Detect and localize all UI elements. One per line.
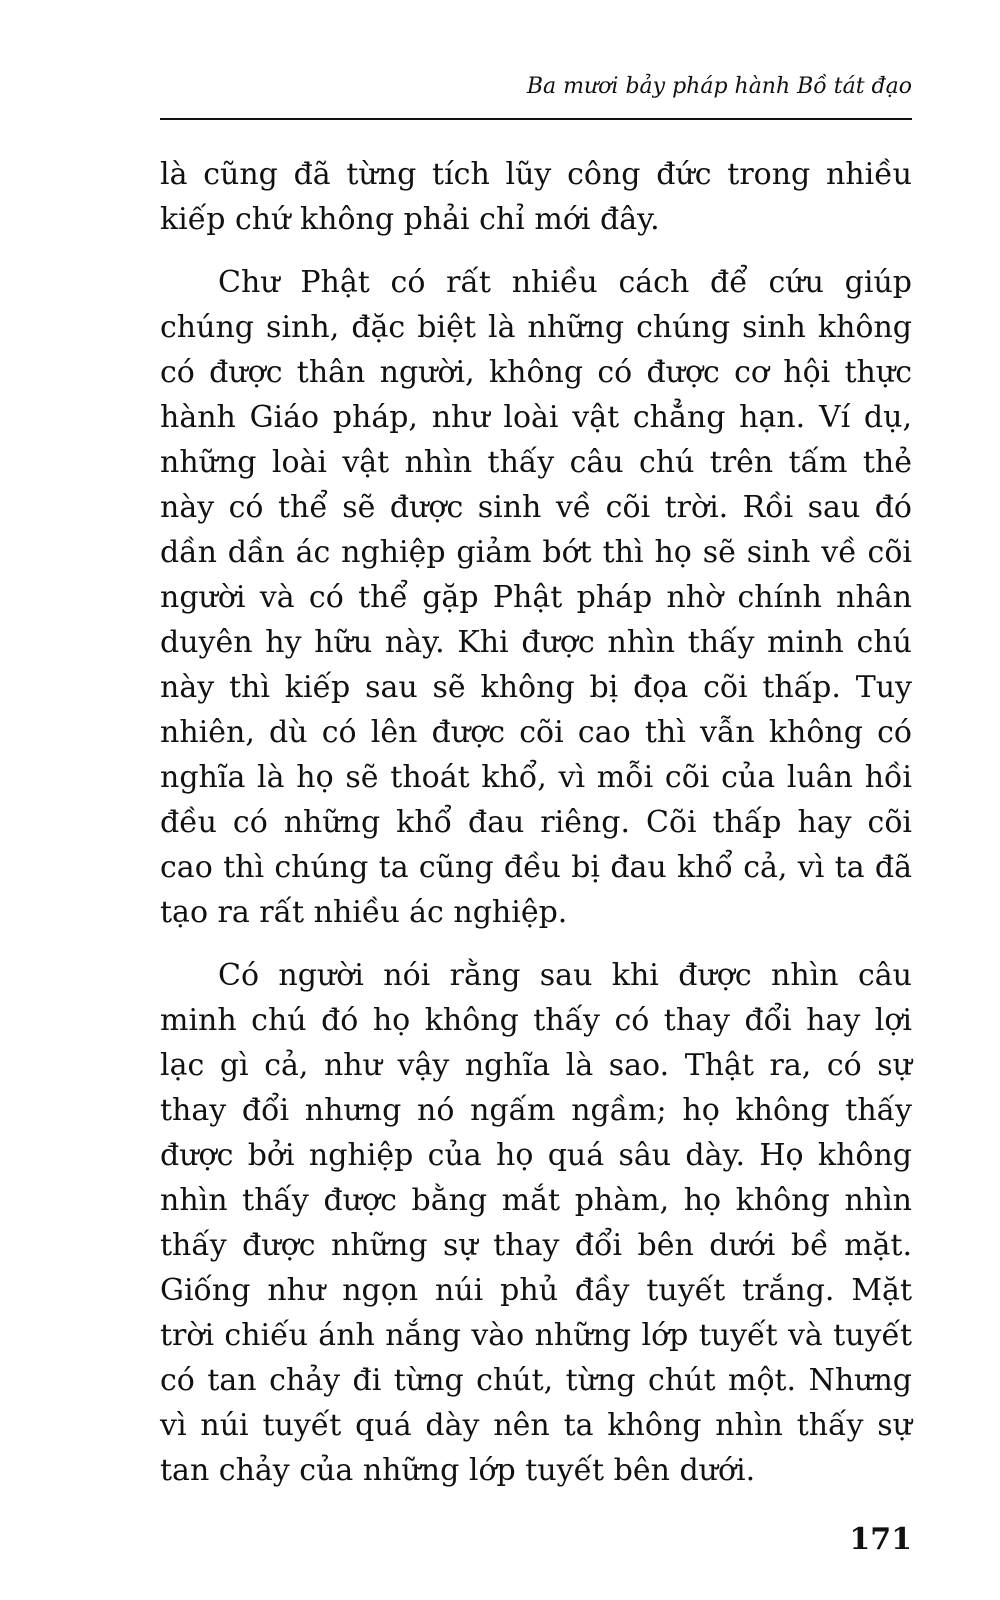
running-header-title: Ba mươi bảy pháp hành Bồ tát đạo [526,74,912,99]
page-number: 171 [849,1522,912,1557]
paragraph-hidden-change: Có người nói rằng sau khi được nhìn câu minh chú đó họ không thấy có thay đổi hay lợi lạc gì cả, như vậy nghĩa là sao. Thật ra, có sự thay đổi nhưng nó ngấm ngầm; họ không thấy được bởi nghiệp của họ quá sâu dày. Họ không nhìn thấy được bằng mắt phàm, họ không nhìn thấy được những sự thay đổi bên dưới bề mặt. Giống như ngọn núi phủ đầy tuyết trắng. Mặt trời chiếu ánh nắng vào những lớp tuyết và tuyết có tan chảy đi từng chút, từng chút một. Nhưng vì núi tuyết quá dày nên ta không nhìn thấy sự tan chảy của những lớp tuyết bên dưới. [160,958,912,1488]
header-divider [160,118,912,120]
paragraph-buddhas-methods: Chư Phật có rất nhiều cách để cứu giúp chúng sinh, đặc biệt là những chúng sinh không có được thân người, không có được cơ hội thực hành Giáo pháp, như loài vật chẳng hạn. Ví dụ, những loài vật nhìn thấy câu chú trên tấm thẻ này có thể sẽ được sinh về cõi trời. Rồi sau đó dần dần ác nghiệp giảm bớt thì họ sẽ sinh về cõi người và có thể gặp Phật pháp nhờ chính nhân duyên hy hữu này. Khi được nhìn thấy minh chú này thì kiếp sau sẽ không bị đọa cõi thấp. Tuy nhiên, dù có lên được cõi cao thì vẫn không có nghĩa là họ sẽ thoát khổ, vì mỗi cõi của luân hồi đều có những khổ đau riêng. Cõi thấp hay cõi cao thì chúng ta cũng đều bị đau khổ cả, vì ta đã tạo ra rất nhiều ác nghiệp. [160,265,912,930]
paragraph-continuation: là cũng đã từng tích lũy công đức trong nhiều kiếp chứ không phải chỉ mới đây. [160,157,912,237]
body-text [160,152,912,1511]
